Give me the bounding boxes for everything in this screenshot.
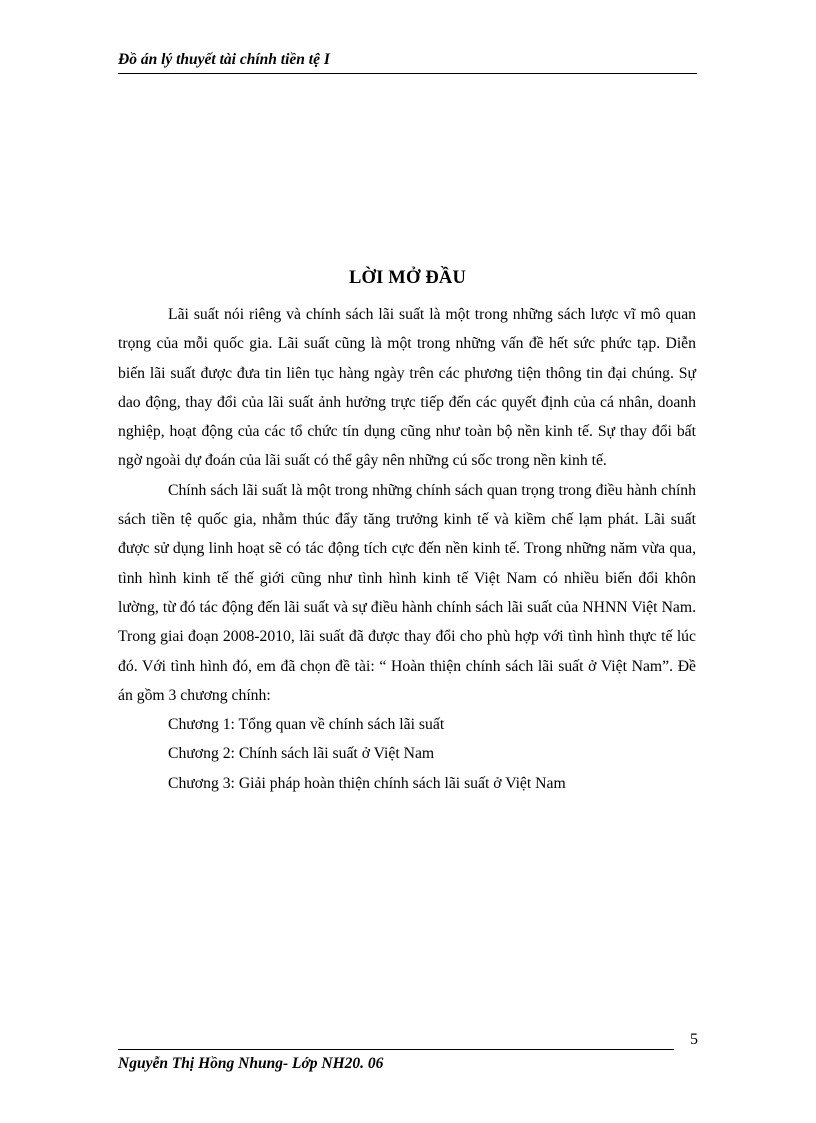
footer-divider: [118, 1049, 674, 1050]
chapter-item: Chương 1: Tổng quan về chính sách lãi suất: [168, 716, 445, 734]
chapter-item: Chương 3: Giải pháp hoàn thiện chính sách lãi suất ở Việt Nam: [168, 774, 566, 792]
page-header: [118, 51, 697, 74]
page-number: 5: [690, 1031, 698, 1048]
section-title: LỜI MỞ ĐẦU: [348, 268, 467, 288]
document-body: [118, 300, 696, 798]
paragraph: Lãi suất nói riêng và chính sách lãi suất là một trong những sách lược vĩ mô quan trọng của mỗi quốc gia. Lãi suất cũng là một trong những vấn đề hết sức phức tạp. Diễn biến lãi suất được đưa tin liên tục hàng ngày trên các phương tiện thông tin đại chúng. Sự dao động, thay đổi của lãi suất ảnh hưởng trực tiếp đến các quyết định của cá nhân, doanh nghiệp, hoạt động của các tổ chức tín dụng cũng như toàn bộ nền kinh tế. Sự thay đổi bất ngờ ngoài dự đoán của lãi suất có thể gây nên những cú sốc trong nền kinh tế.: [118, 306, 696, 470]
paragraph: Chính sách lãi suất là một trong những chính sách quan trọng trong điều hành chính sách tiền tệ quốc gia, nhằm thúc đẩy tăng trưởng kinh tế và kiềm chế lạm phát. Lãi suất được sử dụng linh hoạt sẽ có tác động tích cực đến nền kinh tế. Trong những năm vừa qua, tình hình kinh tế thế giới cũng như tình hình kinh tế Việt Nam có nhiều biến đổi khôn lường, từ đó tác động đến lãi suất và sự điều hành chính sách lãi suất của NHNN Việt Nam. Trong giai đoạn 2008-2010, lãi suất đã được thay đổi cho phù hợp với tình hình thực tế lúc đó. Với tình hình đó, em đã chọn đề tài: “ Hoàn thiện chính sách lãi suất ở Việt Nam”. Đề án gồm 3 chương chính:: [118, 481, 696, 704]
chapter-item: Chương 2: Chính sách lãi suất ở Việt Nam: [168, 745, 435, 763]
footer-author: Nguyễn Thị Hồng Nhung- Lớp NH20. 06: [118, 1055, 384, 1072]
header-title: Đồ án lý thuyết tài chính tiền tệ I: [118, 51, 330, 68]
